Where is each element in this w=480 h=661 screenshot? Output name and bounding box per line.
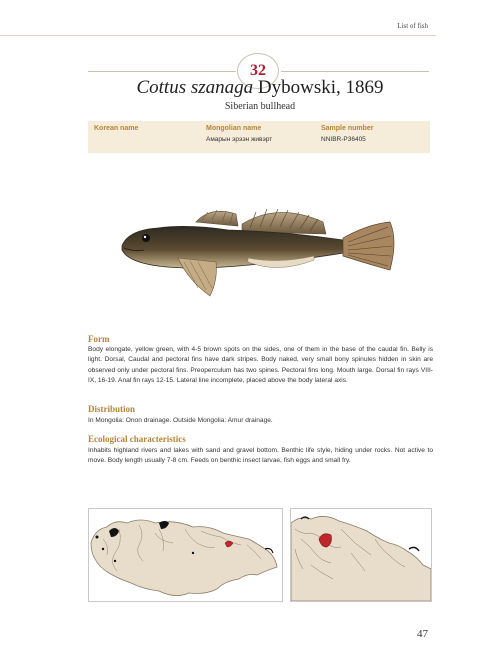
distribution-text: In Mongolia: Onon drainage. Outside Mongolia: Amur drainage. xyxy=(88,417,273,424)
distribution-map-mongolia xyxy=(88,508,283,602)
running-header: List of fish xyxy=(397,22,428,30)
sample-number-column xyxy=(321,125,374,143)
mongolian-name-label: Mongolian name xyxy=(206,125,262,132)
species-number: 32 xyxy=(250,62,266,79)
page-number: 47 xyxy=(417,628,428,640)
sample-number-label: Sample number xyxy=(321,125,374,132)
detail-map-graphic xyxy=(291,509,431,601)
number-rule-left xyxy=(88,71,236,72)
number-rule-right xyxy=(281,71,429,72)
sample-number-value: NNIBR-P36405 xyxy=(321,136,366,143)
species-title xyxy=(0,77,480,99)
korean-name-column xyxy=(94,125,138,136)
mongolia-map-graphic xyxy=(89,509,282,601)
fish-photo xyxy=(118,200,398,305)
distribution-map-detail xyxy=(290,508,432,602)
mongolian-name-value: Амарын эрээн живэрт xyxy=(206,136,273,143)
common-name: Siberian bullhead xyxy=(224,101,296,112)
header-rule xyxy=(0,35,436,36)
mongolian-name-column xyxy=(206,125,272,143)
korean-name-label: Korean name xyxy=(94,125,139,132)
scientific-name: Cottus szanaga xyxy=(136,77,254,98)
fish-illustration xyxy=(118,200,398,305)
species-author: Dybowski, 1869 xyxy=(257,77,384,98)
form-heading: Form xyxy=(88,334,110,344)
ecology-heading: Ecological characteristics xyxy=(88,434,186,444)
info-box xyxy=(88,121,430,153)
form-text: Body elongate, yellow green, with 4-5 brown spots on the sides, one of them in the base of the caudal fin. Belly is light. Dorsal, Caudal and pectoral fins have dark stripes. Body naked, very small bony spinules hidden in skin are observed only under pectoral fins. Preoperculum has two spines. Pectoral fins long. Mouth large. Dorsal fin rays VIII-IX, 16-19. Anal fin rays 12-15. Lateral line incomplete, placed above the body lateral axis. xyxy=(88,346,433,384)
ecology-text: Inhabits highland rivers and lakes with sand and gravel bottom. Benthic life style, hiding under rocks. Not active to move. Body length usually 7-8 cm. Feeds on benthic insect larvae, fish eggs and small fry. xyxy=(88,447,433,465)
distribution-heading: Distribution xyxy=(88,404,136,414)
